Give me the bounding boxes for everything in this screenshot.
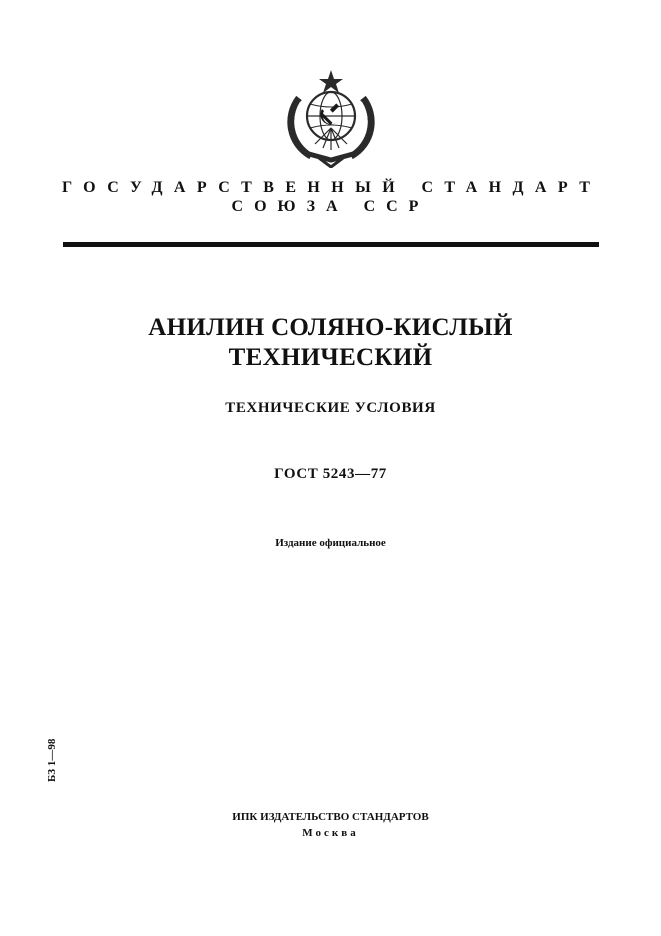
header-ussr: СОЮЗА ССР <box>231 198 430 215</box>
title-line-2: ТЕХНИЧЕСКИЙ <box>228 344 433 371</box>
divider-rule <box>63 242 599 247</box>
edition-note: Издание официальное <box>275 537 386 549</box>
document-title <box>0 313 661 373</box>
publisher-city: Москва <box>302 827 359 839</box>
title-line-1: АНИЛИН СОЛЯНО-КИСЛЫЙ <box>148 314 513 341</box>
coat-of-arms-emblem-icon <box>279 68 383 168</box>
side-catalog-code: БЗ 1—98 <box>46 738 58 782</box>
document-subtitle: ТЕХНИЧЕСКИЕ УСЛОВИЯ <box>225 400 436 416</box>
standard-code: ГОСТ 5243—77 <box>274 466 387 482</box>
publisher-name: ИПК ИЗДАТЕЛЬСТВО СТАНДАРТОВ <box>232 811 429 823</box>
header-state-standard: ГОСУДАРСТВЕННЫЙ СТАНДАРТ <box>62 179 602 196</box>
